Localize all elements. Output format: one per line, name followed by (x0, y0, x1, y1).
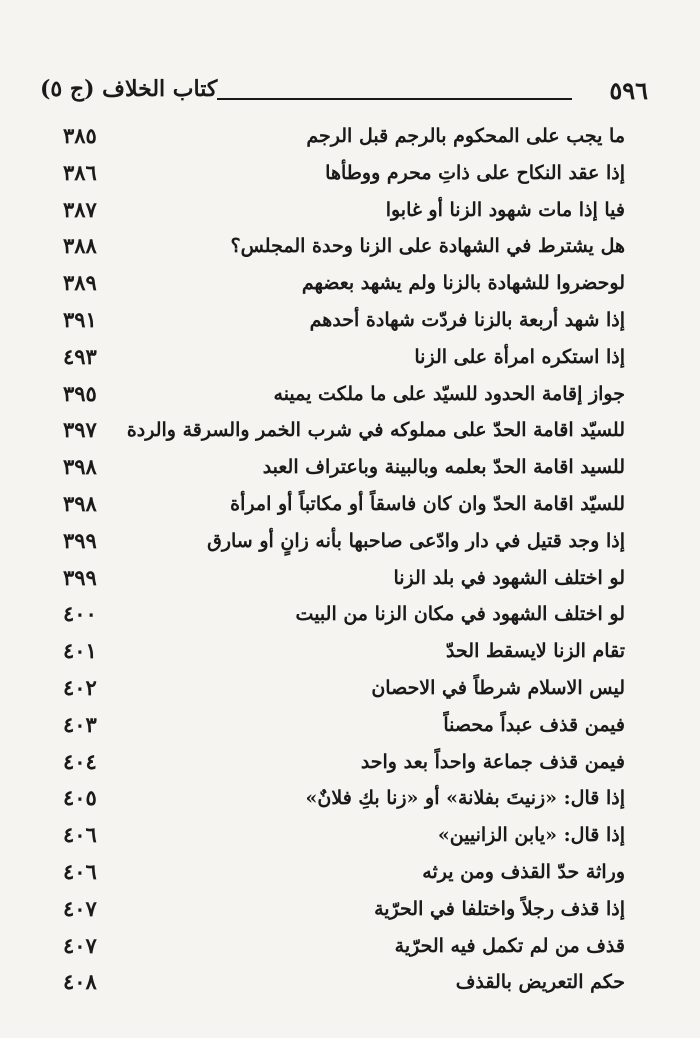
toc-entry (45, 596, 655, 633)
toc-entry (45, 744, 655, 781)
toc-entry-title: للسيّد اقامة الحدّ وان كان فاسقاً أو مكاتباً أو امرأة (230, 492, 625, 515)
toc-entry-title: فيمن قذف عبداً محصناً (443, 713, 625, 736)
toc-entry (45, 265, 655, 302)
toc-entry-page: ٣٨٨ (63, 233, 97, 259)
toc-entry (45, 707, 655, 744)
toc-entry (45, 155, 655, 192)
toc-entry-title: لو اختلف الشهود في مكان الزنا من البيت (295, 603, 625, 626)
toc-entry-title: إذا استكره امرأة على الزنا (414, 345, 625, 368)
toc-entry (45, 633, 655, 670)
toc-entry-page: ٣٩٩ (63, 564, 97, 590)
toc-entry-title: إذا قذف رجلاً واختلفا في الحرّية (374, 897, 625, 920)
toc-entry (45, 854, 655, 891)
toc-entry (45, 302, 655, 339)
toc-entry-title: إذا قال: «يابن الزانيين» (437, 824, 625, 847)
toc-entry-page: ٣٩٨ (63, 490, 97, 516)
toc-entry (45, 891, 655, 928)
toc-entry-title: جواز إقامة الحدود للسيّد على ما ملكت يمينه (273, 382, 625, 405)
toc-entry (45, 964, 655, 1001)
toc-entry-title: إذا شهد أربعة بالزنا فردّت شهادة أحدهم (309, 308, 625, 331)
toc-entry-page: ٤٠٥ (63, 785, 97, 811)
toc-entry-title: قذف من لم تكمل فيه الحرّية (394, 934, 625, 957)
toc-entry-page: ٤٩٣ (63, 343, 97, 369)
toc-entry-title: للسيّد اقامة الحدّ على مملوكه في شرب الخمر والسرقة والردة (126, 419, 625, 442)
toc-entry-title: فيا إذا مات شهود الزنا أو غابوا (385, 198, 625, 221)
toc-entry-page: ٤٠٢ (63, 674, 97, 700)
toc-entry-page: ٤٠٤ (63, 748, 97, 774)
toc-entry-page: ٤٠٦ (63, 822, 97, 848)
toc-entry-title: إذا وجد قتيل في دار وادّعى صاحبها بأنه زانٍ أو سارق (207, 529, 625, 552)
toc-entry-page: ٣٨٦ (63, 159, 97, 185)
toc-entry (45, 412, 655, 449)
toc-entry (45, 376, 655, 413)
toc-entry-page: ٤٠١ (63, 638, 97, 664)
toc-entry-page: ٣٩٧ (63, 417, 97, 443)
toc-entry (45, 817, 655, 854)
page-number: ٥٩٦ (609, 76, 648, 105)
toc-entry-page: ٣٩٨ (63, 454, 97, 480)
toc-entry-title: للسيد اقامة الحدّ بعلمه وبالبينة وباعتراف العبد (262, 456, 625, 479)
toc-entry-title: لو اختلف الشهود في بلد الزنا (393, 566, 625, 589)
toc-entry (45, 780, 655, 817)
toc-entry (45, 670, 655, 707)
toc-entry-page: ٣٨٩ (63, 270, 97, 296)
toc-entry-title: تقام الزنا لايسقط الحدّ (446, 640, 625, 663)
toc-entry (45, 928, 655, 965)
toc-entry-title: إذا قال: «زنيتَ بفلانة» أو «زنا بكِ فلانٌ» (305, 787, 625, 810)
toc-entry-title: إذا عقد النكاح على ذاتِ محرم ووطأها (325, 161, 625, 184)
toc-entry-page: ٣٩١ (63, 306, 97, 332)
toc-entry-page: ٣٨٧ (63, 196, 97, 222)
toc-entry-page: ٣٩٩ (63, 527, 97, 553)
toc-entry-title: حكم التعريض بالقذف (455, 971, 625, 994)
toc-entry-page: ٤٠٧ (63, 895, 97, 921)
toc-entry-page: ٣٩٥ (63, 380, 97, 406)
toc-entry (45, 118, 655, 155)
toc-entry (45, 339, 655, 376)
toc-entry (45, 560, 655, 597)
toc-entry (45, 228, 655, 265)
toc-entry-title: ليس الاسلام شرطاً في الاحصان (371, 676, 625, 699)
toc-entry-page: ٤٠٧ (63, 932, 97, 958)
toc-entry-title: فيمن قذف جماعة واحداً بعد واحد (360, 750, 625, 773)
toc-entry-title: لوحضروا للشهادة بالزنا ولم يشهد بعضهم (301, 272, 625, 295)
toc-entry (45, 449, 655, 486)
toc-entry-title: هل يشترط في الشهادة على الزنا وحدة المجلس؟ (230, 235, 625, 258)
table-of-contents (45, 118, 655, 1001)
toc-entry-page: ٣٨٥ (63, 123, 97, 148)
toc-entry-page: ٤٠٦ (63, 858, 97, 884)
toc-entry (45, 192, 655, 229)
page-header (40, 70, 660, 110)
toc-entry (45, 486, 655, 523)
book-title: كتاب الخلاف (ج ٥) (40, 76, 218, 102)
toc-entry-page: ٤٠٨ (63, 969, 97, 995)
toc-entry-page: ٤٠٠ (63, 601, 97, 627)
toc-entry-page: ٤٠٣ (63, 711, 97, 737)
toc-entry-title: ما يجب على المحكوم بالرجم قبل الرجم (306, 125, 625, 147)
toc-entry-title: وراثة حدّ القذف ومن يرثه (422, 860, 625, 883)
toc-entry (45, 523, 655, 560)
header-rule (217, 98, 572, 100)
